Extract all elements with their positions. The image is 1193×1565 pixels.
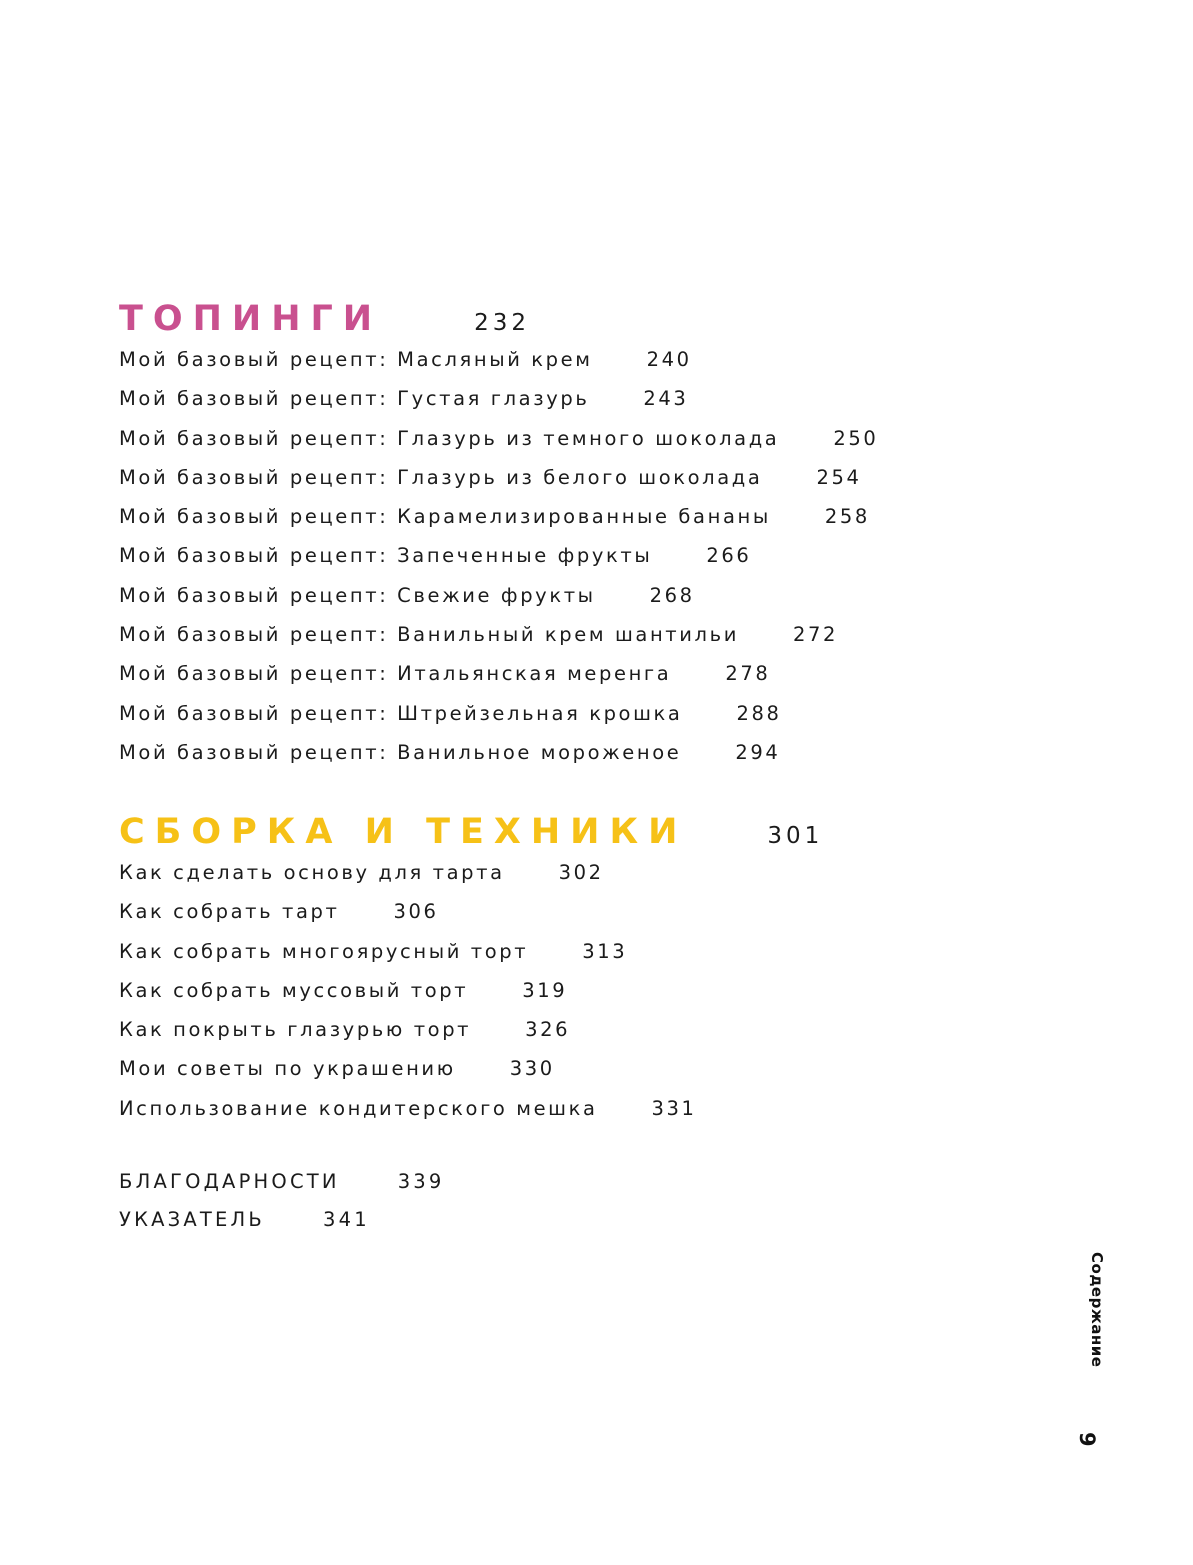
toc-entry-page: 302: [558, 861, 604, 884]
section-heading: [119, 811, 823, 853]
toc-entry[interactable]: [119, 340, 878, 379]
section-title: СБОРКА И ТЕХНИКИ: [119, 812, 688, 852]
toc-entry-page: 272: [792, 623, 839, 647]
toc-entry-title: Как собрать тарт: [119, 900, 340, 924]
running-footer: [1067, 1252, 1107, 1452]
toc-entry[interactable]: [119, 379, 878, 418]
toc-entry-page: 331: [651, 1096, 697, 1120]
toc-entry-title: Мой базовый рецепт: Итальянская меренга: [119, 662, 672, 686]
toc-entry-page: 306: [393, 900, 439, 924]
toc-entry[interactable]: [119, 536, 878, 575]
toc-entry[interactable]: [119, 1010, 823, 1049]
toc-entry-title: УКАЗАТЕЛЬ: [119, 1208, 265, 1231]
toc-entry[interactable]: [119, 733, 878, 772]
toc-entry-index[interactable]: [119, 1201, 445, 1239]
toc-entry-title: БЛАГОДАРНОСТИ: [119, 1170, 340, 1193]
toc-entry[interactable]: [119, 576, 878, 615]
toc-entry-title: Мой базовый рецепт: Глазурь из темного шоколада: [119, 426, 780, 450]
toc-entry-page: 266: [706, 544, 752, 568]
toc-entry-page: 319: [522, 978, 568, 1002]
toc-entry[interactable]: [119, 892, 823, 931]
toc-entry[interactable]: [119, 694, 878, 733]
toc-entry-title: Мой базовый рецепт: Ванильный крем шантильи: [119, 623, 739, 647]
toc-entry-page: 326: [525, 1018, 571, 1042]
toc-entry[interactable]: [119, 497, 878, 536]
section-title: ТОПИНГИ: [119, 299, 383, 339]
section-page-number: 301: [767, 823, 824, 849]
toc-entry-page: 288: [736, 701, 782, 725]
toc-end-matter: [119, 1163, 445, 1239]
toc-entry[interactable]: [119, 615, 878, 654]
toc-section-assembly: [119, 811, 823, 1128]
toc-entry-title: Мой базовый рецепт: Штрейзельная крошка: [119, 701, 683, 725]
toc-entry-page: 254: [816, 465, 862, 489]
toc-entry-title: Мой базовый рецепт: Масляный крем: [119, 348, 593, 371]
toc-entry-page: 243: [643, 387, 689, 411]
toc-entry-page: 258: [824, 505, 870, 529]
page-number: 9: [1075, 1432, 1099, 1447]
toc-entry-page: 250: [833, 426, 879, 450]
toc-entry[interactable]: [119, 458, 878, 497]
toc-entry[interactable]: [119, 853, 823, 892]
running-section-label: Содержание: [1088, 1252, 1106, 1368]
toc-entry-acknowledgements[interactable]: [119, 1163, 445, 1201]
toc-entry-page: 278: [725, 662, 771, 686]
toc-entry-page: 341: [322, 1208, 370, 1231]
toc-entry[interactable]: [119, 419, 878, 458]
toc-entry-title: Мой базовый рецепт: Ванильное мороженое: [119, 740, 682, 764]
toc-entry-title: Как собрать муссовый торт: [119, 978, 469, 1002]
toc-section-toppings: [119, 298, 878, 772]
section-page-number: 232: [474, 310, 531, 336]
toc-entry-title: Мой базовый рецепт: Карамелизированные бананы: [119, 505, 771, 529]
toc-entry-page: 240: [646, 348, 692, 371]
toc-entry-title: Мой базовый рецепт: Глазурь из белого шоколада: [119, 465, 763, 489]
toc-entry-title: Как собрать многоярусный торт: [119, 939, 529, 963]
toc-entry-page: 313: [582, 939, 628, 963]
toc-entry-title: Мои советы по украшению: [119, 1057, 456, 1081]
toc-entry-page: 294: [735, 740, 781, 764]
toc-list: [119, 853, 823, 1128]
toc-entry-page: 268: [649, 583, 695, 607]
toc-entry[interactable]: [119, 654, 878, 693]
toc-entry[interactable]: [119, 971, 823, 1010]
toc-entry-title: Как покрыть глазурью торт: [119, 1018, 472, 1042]
toc-entry-title: Мой базовый рецепт: Запеченные фрукты: [119, 544, 653, 568]
section-heading: [119, 298, 878, 340]
toc-list: [119, 340, 878, 772]
toc-entry[interactable]: [119, 1089, 823, 1128]
toc-entry[interactable]: [119, 932, 823, 971]
toc-entry-title: Использование кондитерского мешка: [119, 1096, 598, 1120]
toc-entry-title: Мой базовый рецепт: Густая глазурь: [119, 387, 590, 411]
toc-entry-title: Мой базовый рецепт: Свежие фрукты: [119, 583, 596, 607]
toc-entry-page: 330: [509, 1057, 555, 1081]
toc-entry-page: 339: [397, 1170, 445, 1193]
toc-entry[interactable]: [119, 1049, 823, 1088]
toc-entry-title: Как сделать основу для тарта: [119, 861, 505, 884]
